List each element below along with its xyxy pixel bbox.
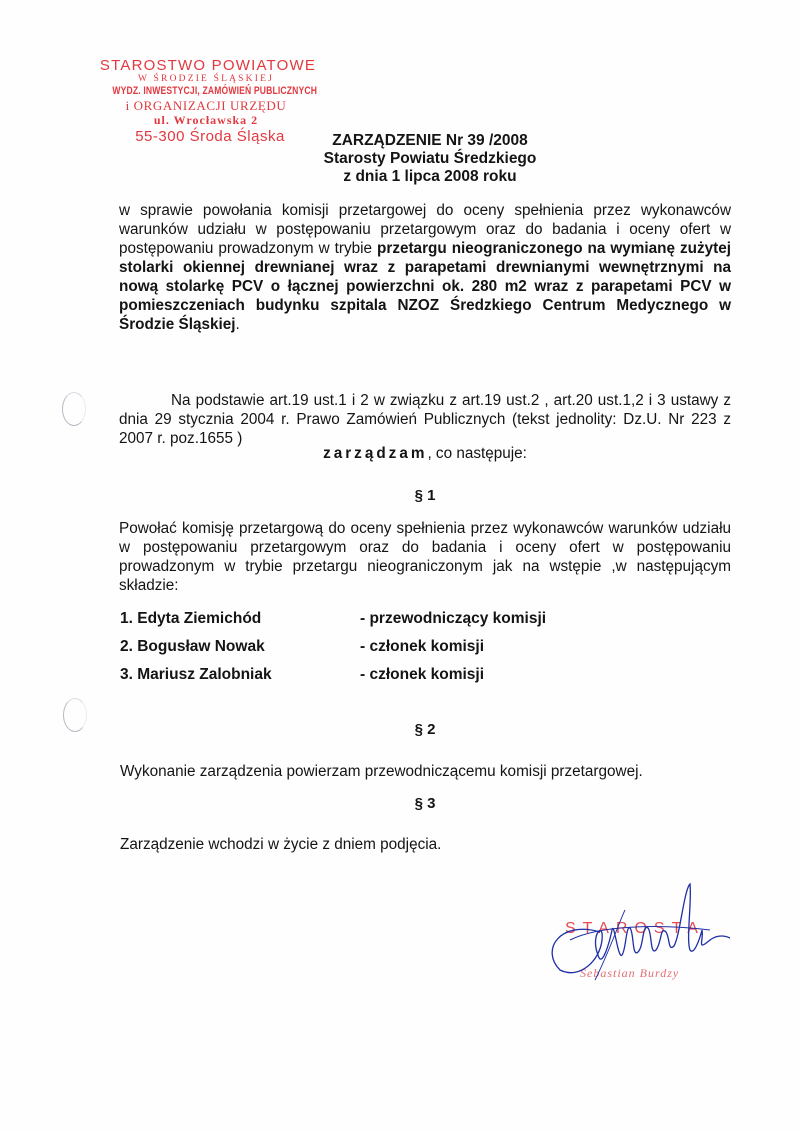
member-name: 2. Bogusław Nowak — [120, 638, 265, 655]
title-issuer: Starosty Powiatu Średzkiego — [323, 150, 537, 167]
title-date: z dnia 1 lipca 2008 roku — [343, 168, 517, 185]
binder-hole-icon — [63, 698, 87, 732]
stamp-line-3: WYDZ. INWESTYCJI, ZAMÓWIEŃ PUBLICZNYCH — [112, 85, 318, 97]
member-name: 3. Mariusz Zalobniak — [120, 666, 272, 683]
document-title — [300, 132, 560, 186]
decree-rest: , co następuje: — [427, 445, 527, 462]
member-name: 1. Edyta Ziemichód — [120, 610, 262, 627]
stamp-line-2: W ŚRODZIE ŚLĄSKIEJ — [137, 74, 274, 84]
stamp-line-5: ul. Wrocławska 2 — [153, 113, 259, 127]
signature-block — [540, 880, 730, 990]
intro-paragraph — [119, 201, 731, 334]
stamp-line-1: STAROSTWO POWIATOWE — [99, 57, 317, 74]
office-stamp — [86, 58, 326, 146]
intro-end: . — [235, 316, 240, 333]
handwritten-signature-icon — [540, 880, 730, 990]
stamp-line-4: i ORGANIZACJI URZĘDU — [125, 98, 287, 113]
section-3-heading: § 3 — [414, 795, 436, 812]
section-3-text: Zarządzenie wchodzi w życie z dniem podjęcia. — [120, 836, 442, 853]
decree-word: zarządzam — [323, 445, 428, 462]
section-2-text: Wykonanie zarządzenia powierzam przewodniczącemu komisji przetargowej. — [120, 763, 643, 780]
decree-line — [119, 445, 731, 463]
legal-basis-text: Na podstawie art.19 ust.1 i 2 w związku z art.19 ust.2 , art.20 ust.1,2 i 3 ustawy z dnia 29 stycznia 2004 r. Prawo Zamówień Publicznych (tekst jednolity: Dz.U. Nr 223 z 2007 r. poz.1655 ) — [119, 392, 731, 447]
member-role: - członek komisji — [360, 666, 485, 683]
title-number: ZARZĄDZENIE Nr 39 /2008 — [332, 132, 528, 149]
intro-bold: przetargu nieograniczonego na wymianę zużytej stolarki okiennej drewnianej wraz z parapetami drewnianymi wewnętrznymi na nową stolarkę PCV o łącznej powierzchni ok. 280 m2 wraz z parapetami PCV w pomieszczeniach budynku szpitala NZOZ Średzkiego Centrum Medycznego w Środzie Śląskiej — [119, 240, 731, 333]
stamp-line-6: 55-300 Środa Śląska — [135, 128, 285, 145]
section-2-heading: § 2 — [414, 721, 436, 738]
legal-basis-paragraph — [119, 391, 731, 448]
member-role: - przewodniczący komisji — [360, 610, 547, 627]
member-role: - członek komisji — [360, 638, 485, 655]
binder-hole-icon — [62, 392, 86, 426]
signature-stamp-name: Sebastian Burdzy — [580, 966, 680, 980]
signature-stamp-title: STAROSTA — [565, 920, 705, 937]
section-1-heading: § 1 — [414, 487, 436, 504]
intro-plain: w sprawie powołania komisji przetargowej do oceny spełnienia przez wykonawców warunków udziału w postępowaniu przetargowym oraz do badania i oceny ofert w postępowaniu prowadzonym w trybie — [119, 202, 731, 257]
section-1-text: Powołać komisję przetargową do oceny spełnienia przez wykonawców warunków udziału w postępowaniu przetargowym oraz do badania i oceny ofert w postępowaniu prowadzonym w trybie przetargu nieograniczonym jak na wstępie ,w następującym składzie: — [119, 520, 731, 594]
